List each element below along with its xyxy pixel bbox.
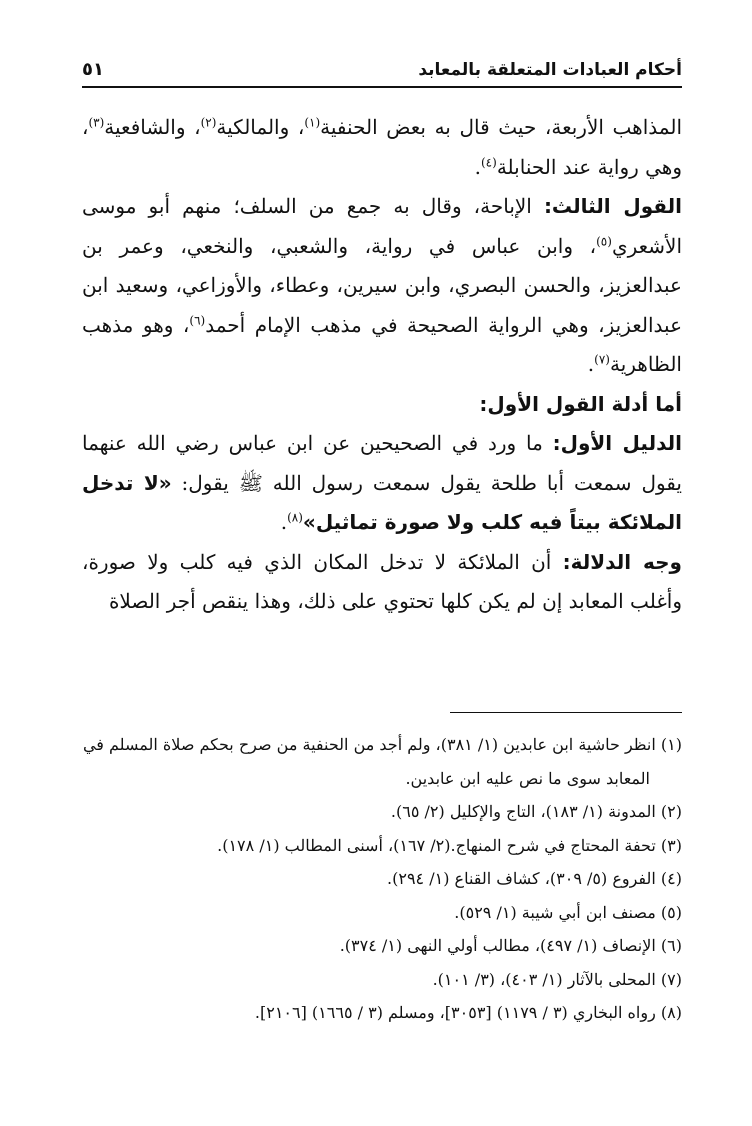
text-run: الإباحة، وقال به جمع من السلف؛ منهم أبو موسى الأشعري [82,194,682,258]
text-run: ، والمالكية [216,115,305,139]
paragraph-lead: القول الثالث: [543,194,682,218]
hadith-quote: «لا تدخل الملائكة بيتاً فيه كلب ولا صورة تماثيل» [82,470,682,534]
footnotes [82,728,682,1030]
footnote-4: (٤) الفروع (٥/ ٣٠٩)، كشاف القناع (١/ ٢٩٤). [387,869,682,888]
footnote-ref-1: (١) [304,115,321,130]
text-run: المذاهب الأربعة، حيث قال به بعض الحنفية [320,115,682,139]
section-heading: أما أدلة القول الأول: [479,391,682,416]
page-number: ٥١ [82,59,104,80]
text-run: ، وهو مذهب الظاهرية [82,312,682,376]
text-run: ما ورد في الصحيحين عن ابن عباس رضي الله عنهما يقول سمعت أبا طلحة يقول سمعت رسول الله ﷺ يقول: [82,431,682,495]
text-run: . [587,352,595,376]
footnote-ref-8: (٨) [287,510,303,525]
footnote-3: (٣) تحفة المحتاج في شرح المنهاج.(٢/ ١٦٧)، أسنى المطالب (١/ ١٧٨). [217,835,682,855]
footnote-ref-2: (٢) [200,115,217,130]
text-run: ، والشافعية [104,115,201,139]
paragraph-2 [82,187,682,385]
footnote-ref-4: (٤) [480,154,497,169]
text-run: ، وابن عباس في رواية، والشعبي، والنخعي، وعمر بن عبدالعزيز، والحسن البصري، وابن سيرين، وعطاء، والأوزاعي، وسعيد ابن عبدالعزيز، وهي الرواية الصحيحة في مذهب الإمام أحمد [82,233,682,337]
running-title: أحكام العبادات المتعلقة بالمعابد [418,60,682,80]
text-run: ، وهي رواية عند الحنابلة [82,115,682,179]
footnote-5: (٥) مصنف ابن أبي شيبة (١/ ٥٢٩). [454,902,682,922]
paragraph-lead: الدليل الأول: [552,431,682,455]
footnote-ref-3: (٣) [88,115,105,130]
main-text [82,108,682,622]
paragraph-1 [82,108,682,187]
footnote-2: (٢) المدونة (١/ ١٨٣)، التاج والإكليل (٢/ ٦٥). [390,802,682,821]
footnote-1: (١) انظر حاشية ابن عابدين (١/ ٣٨١)، ولم أجد من الحنفية من صرح بحكم صلاة المسلم في [82,735,682,754]
footnote-8: (٨) رواه البخاري (٣ / ١١٧٩) [٣٠٥٣]، ومسلم (٣ / ١٦٦٥) [٢١٠٦]. [254,1003,682,1022]
footnote-ref-6: (٦) [189,312,206,327]
text-run: . [280,510,288,534]
footnote-divider [450,712,682,713]
text-run: . [474,154,481,179]
text-run: أن الملائكة لا تدخل المكان الذي فيه كلب ولا صورة، وأغلب المعابد إن لم يكن كلها تحتوي على ذلك، وهذا ينقص أجر الصلاة [82,549,682,613]
footnote-7: (٧) المحلى بالآثار (١/ ٤٠٣)، (٣/ ١٠١). [432,969,682,989]
paragraph-lead: وجه الدلالة: [562,549,682,574]
footnote-6: (٦) الإنصاف (١/ ٤٩٧)، مطالب أولي النهى (١/ ٣٧٤). [339,936,682,955]
paragraph-4 [82,543,682,622]
paragraph-3 [82,424,682,543]
footnote-ref-7: (٧) [594,352,610,367]
running-header [82,52,682,88]
footnote-ref-5: (٥) [596,233,612,248]
footnote-1-continued: المعابد سوى ما نص عليه ابن عابدين. [405,768,650,788]
